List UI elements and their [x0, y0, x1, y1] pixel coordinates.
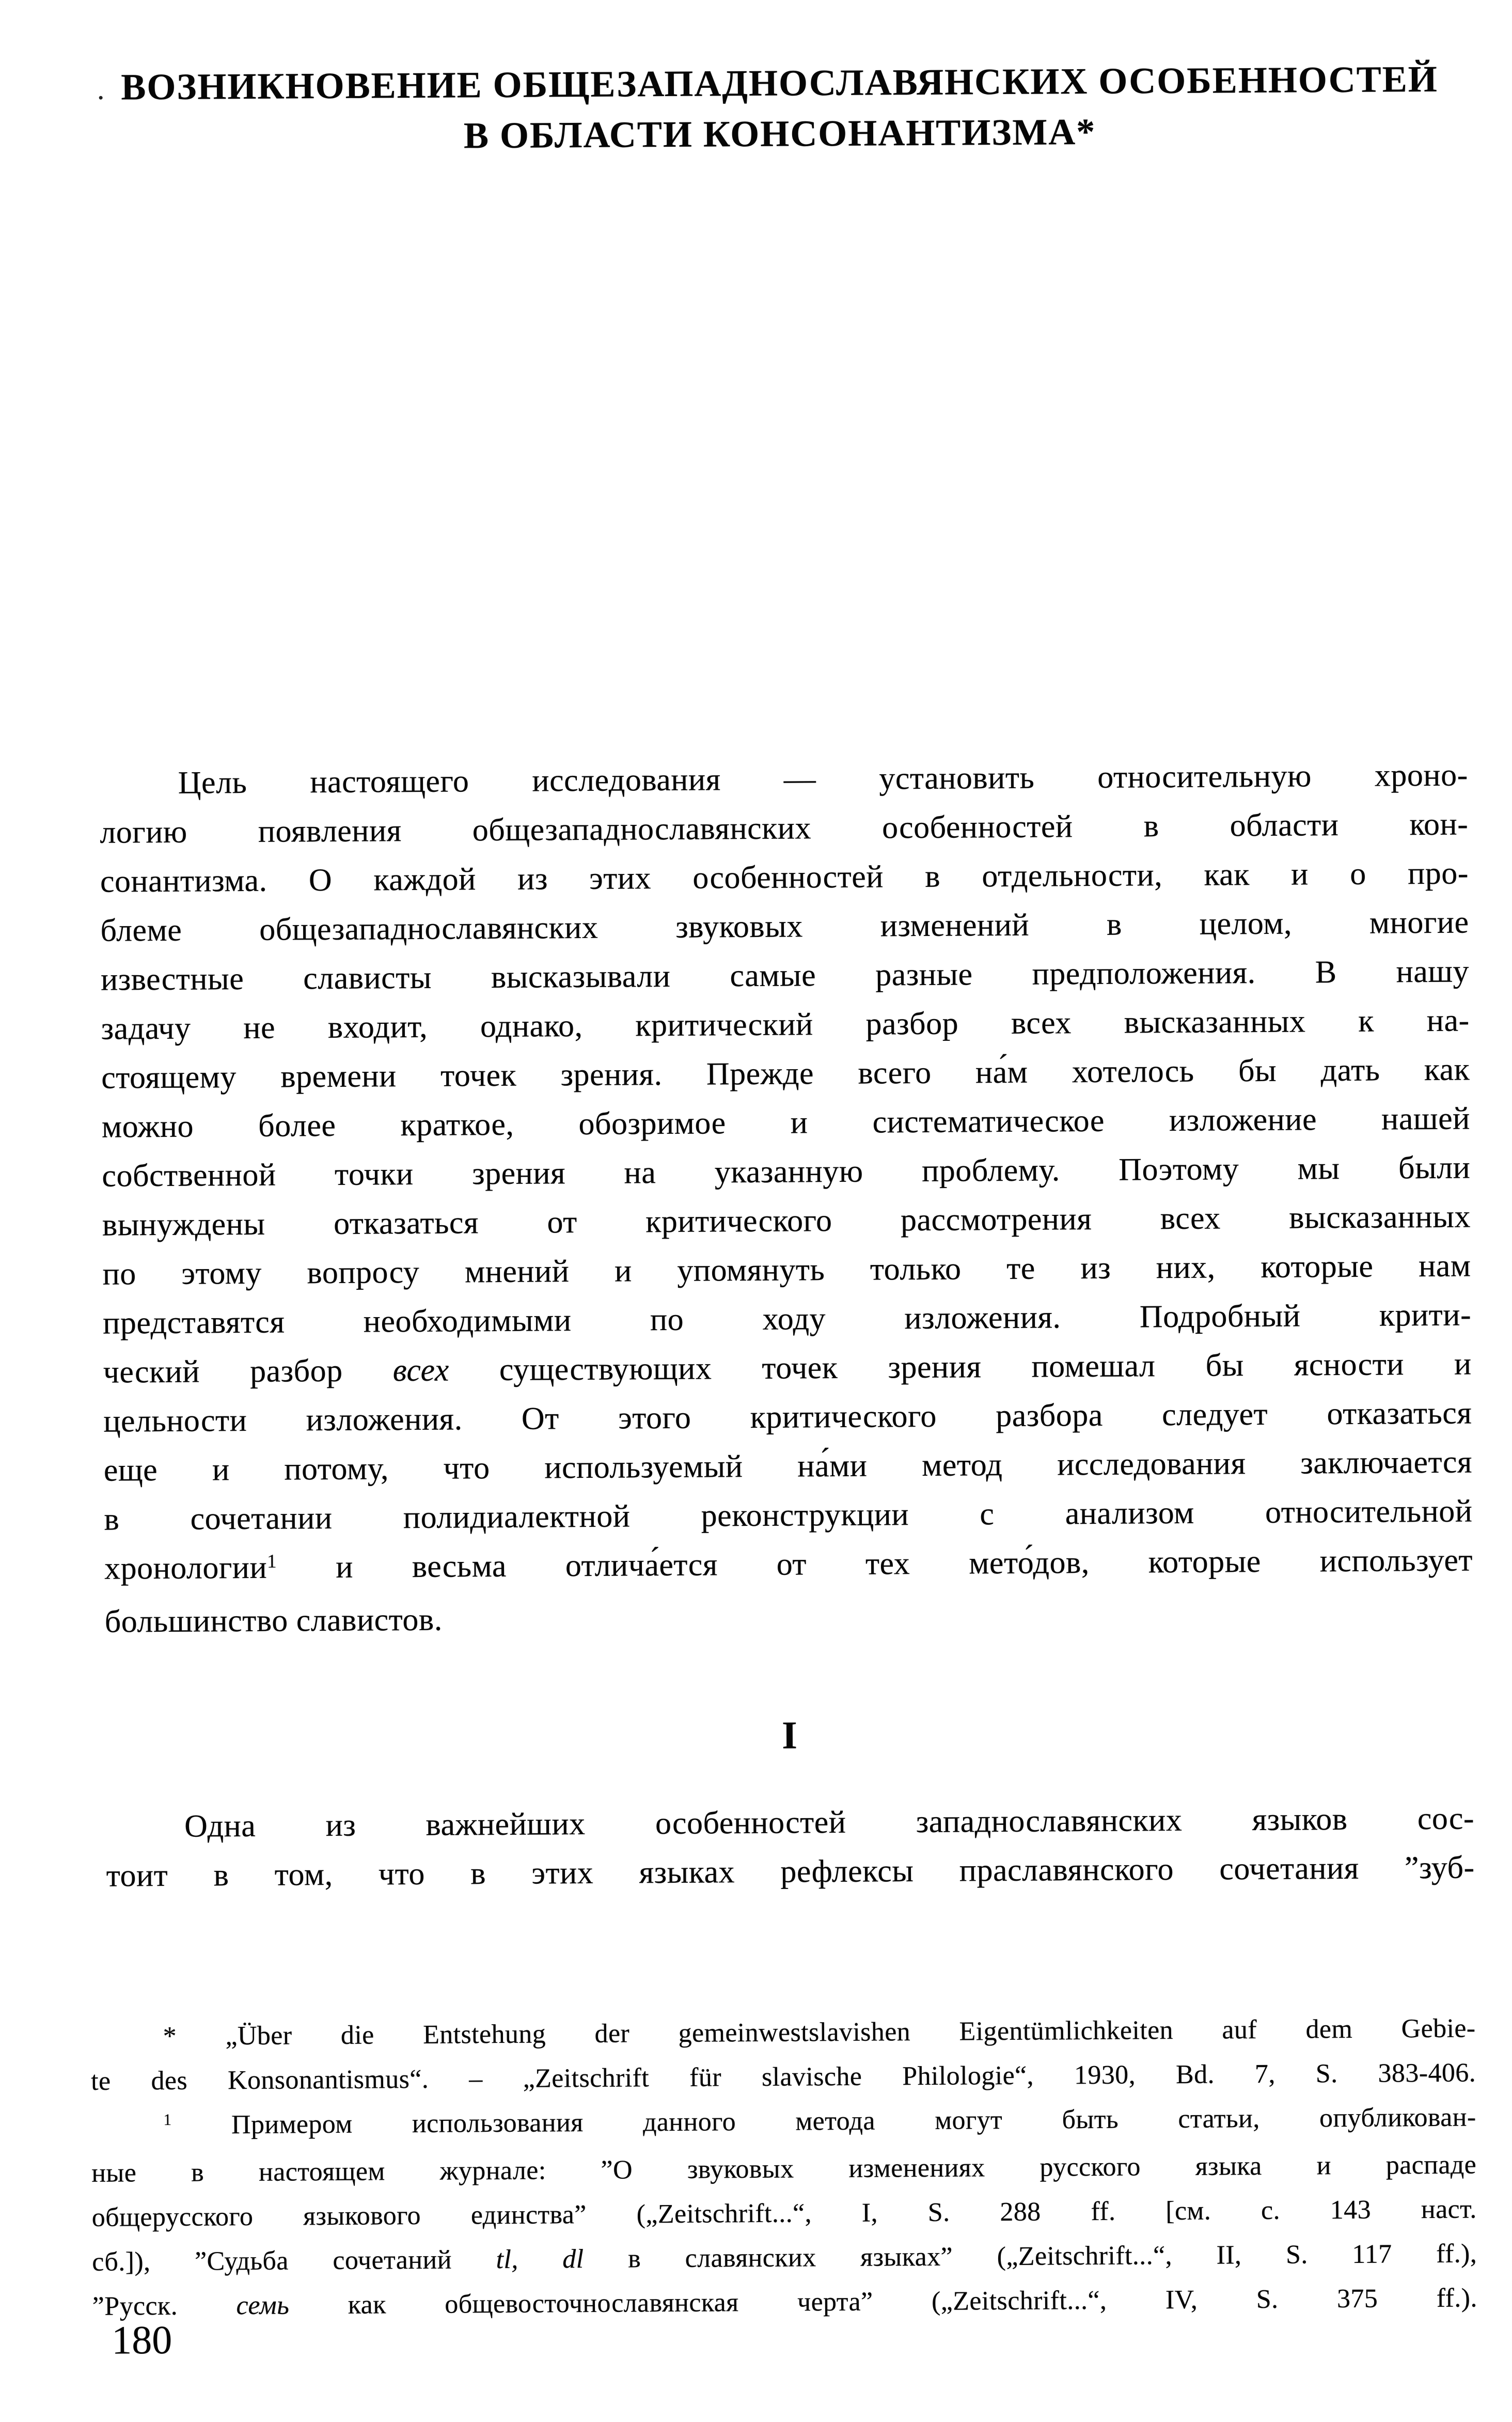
body-paragraph-1 [99, 751, 1473, 1647]
text-segment: сб.]), ”Судьба сочетаний [92, 2245, 496, 2277]
text-line [91, 2096, 1476, 2151]
text-line [104, 1536, 1473, 1598]
superscript-marker: 1 [266, 1551, 277, 1572]
text-segment: существующих точек зрения помешал бы ясности и [449, 1346, 1472, 1388]
text-line: стоящему времени точек зрения. Прежде всего на́м хотелось бы дать как [101, 1052, 1470, 1096]
page-number: 180 [111, 2317, 172, 2363]
italic-text: семь [236, 2290, 290, 2321]
text-line: блеме общезападнославянских звуковых изменений в целом, многие [100, 904, 1469, 948]
text-line: по этому вопросу мнений и упомянуть только те из них, которые нам [102, 1248, 1471, 1292]
text-line: * „Über die Entstehung der gemeinwestslavishen Eigentümlichkeiten auf dem Gebie- [163, 2013, 1476, 2052]
text-segment: хронологии [104, 1550, 267, 1586]
text-line: Одна из важнейших особенностей западнославянских языков сос- [184, 1801, 1475, 1844]
text-segment: и весьма отлича́ется от тех мето́дов, которые использует [277, 1542, 1473, 1585]
italic-text: tl, dl [496, 2244, 584, 2275]
text-segment: Примером использования данного метода могут быть статьи, опубликован- [171, 2102, 1476, 2140]
text-line: собственной точки зрения на указанную проблему. Поэтому мы были [102, 1150, 1471, 1194]
text-line: вынуждены отказаться от критического рассмотрения всех высказанных [102, 1199, 1471, 1243]
text-line [92, 2232, 1477, 2285]
text-line: еще и потому, что используемый на́ми метод исследования заключается [103, 1444, 1473, 1488]
body-paragraph-2 [106, 1794, 1475, 1901]
text-line: известные слависты высказывали самые разные предположения. В нашу [100, 954, 1470, 997]
text-segment: ческий разбор [103, 1353, 393, 1390]
text-line: ные в настоящем журнале: ”О звуковых изменениях русского языка и распаде [91, 2150, 1477, 2188]
text-line: сонантизма. О каждой из этих особенностей в отдельности, как и о про- [100, 855, 1469, 899]
text-line: общерусского языкового единства” („Zeitschrift...“, I, S. 288 ff. [см. с. 143 наст. [91, 2194, 1477, 2232]
text-line: в сочетании полидиалектной реконструкции с анализом относительной [104, 1493, 1473, 1537]
text-line: Цель настоящего исследования — установить относительную хроно- [178, 757, 1468, 801]
text-line: большинство славистов. [104, 1602, 443, 1639]
text-line [92, 2276, 1477, 2329]
text-segment: в славянских языках” („Zeitschrift...“, II, S. 117 ff.), [584, 2239, 1477, 2274]
footnote-block [90, 2007, 1477, 2329]
article-title-line: ВОЗНИКНОВЕНИЕ ОБЩЕЗАПАДНОСЛАВЯНСКИХ ОСОБЕННОСТЕЙ [121, 58, 1438, 108]
text-line: задачу не входит, однако, критический разбор всех высказанных к на- [101, 1003, 1470, 1046]
text-line: логию появления общезападнославянских особенностей в области кон- [100, 806, 1469, 850]
text-line: цельности изложения. От этого критического разбора следует отказаться [103, 1395, 1472, 1439]
article-title [95, 54, 1464, 163]
text-line [103, 1340, 1472, 1397]
article-title-line: В ОБЛАСТИ КОНСОНАНТИЗМА* [463, 111, 1096, 157]
superscript-marker: 1 [163, 2110, 172, 2129]
italic-text: всех [392, 1352, 449, 1388]
text-line: тоит в том, что в этих языках рефлексы праславянского сочетания ”зуб- [106, 1850, 1475, 1894]
text-segment: ”Русск. [92, 2291, 237, 2321]
text-line: представятся необходимыми по ходу изложения. Подробный крити- [102, 1297, 1472, 1341]
text-line: te des Konsonantismus“. – „Zeitschrift für slavische Philologie“, 1930, Bd. 7, S. 383-406. [90, 2058, 1476, 2096]
section-heading-numeral: I [782, 1713, 798, 1757]
text-segment: как общевосточнославянская черта” („Zeitschrift...“, IV, S. 375 ff.). [289, 2283, 1477, 2320]
text-line: можно более краткое, обозримое и систематическое изложение нашей [101, 1101, 1471, 1145]
